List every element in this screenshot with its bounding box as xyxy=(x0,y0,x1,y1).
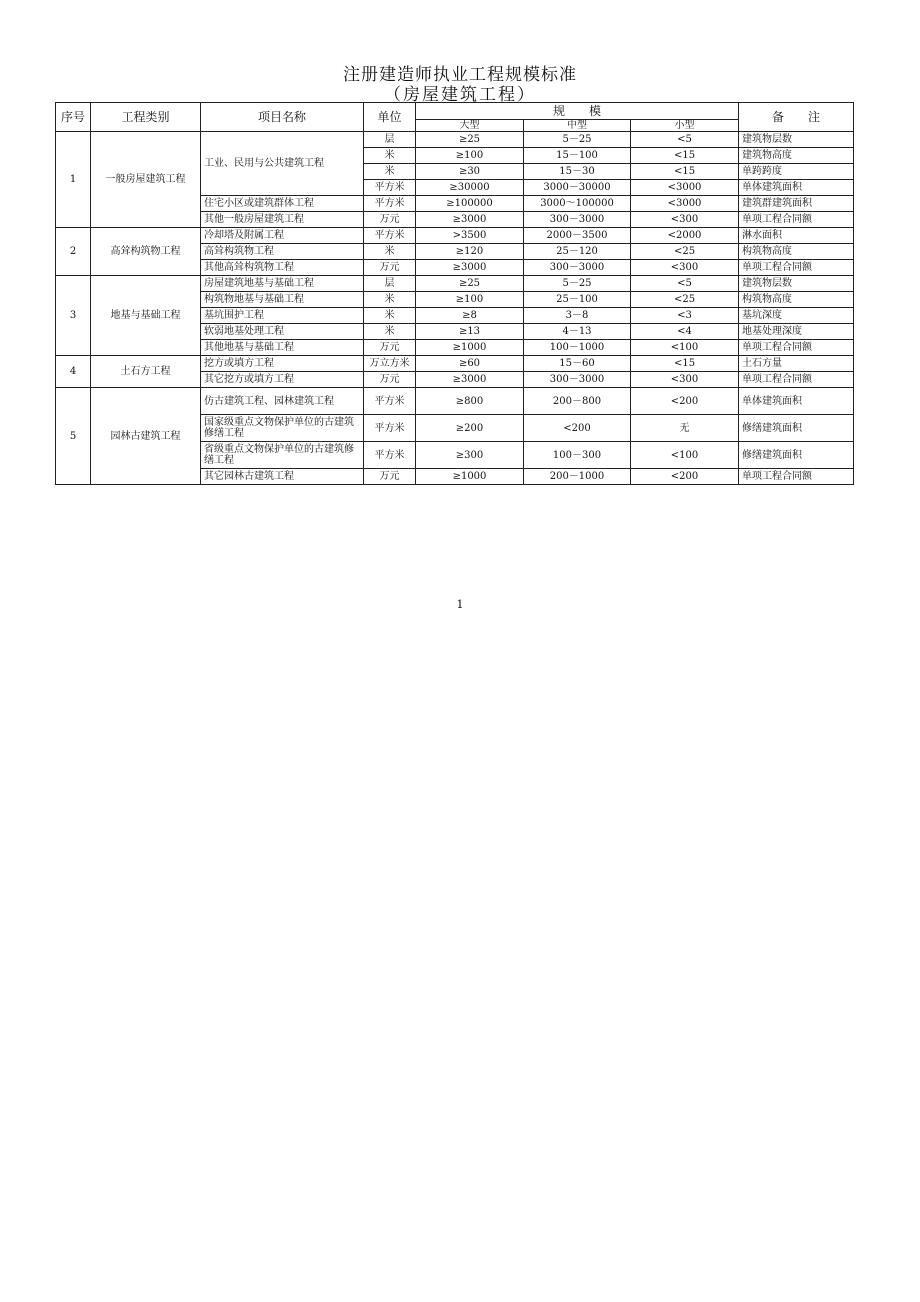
cell-project: 工业、民用与公共建筑工程 xyxy=(201,132,364,196)
cell-small: <5 xyxy=(631,276,739,292)
cell-seq: 4 xyxy=(56,356,91,388)
cell-large: ≥3000 xyxy=(416,260,524,276)
cell-remark: 单跨跨度 xyxy=(739,164,854,180)
cell-medium: 200－800 xyxy=(524,388,631,415)
cell-large: ≥1000 xyxy=(416,340,524,356)
cell-small: <100 xyxy=(631,442,739,469)
cell-category: 一般房屋建筑工程 xyxy=(91,132,201,228)
cell-project: 高耸构筑物工程 xyxy=(201,244,364,260)
cell-small: <300 xyxy=(631,212,739,228)
cell-project: 其它园林古建筑工程 xyxy=(201,469,364,485)
cell-large: >3500 xyxy=(416,228,524,244)
cell-medium: 15－100 xyxy=(524,148,631,164)
cell-small: <300 xyxy=(631,260,739,276)
cell-unit: 平方米 xyxy=(364,180,416,196)
cell-unit: 万元 xyxy=(364,340,416,356)
table-row xyxy=(56,388,854,415)
cell-remark: 建筑物层数 xyxy=(739,132,854,148)
header-category: 工程类别 xyxy=(91,103,201,132)
cell-category: 园林古建筑工程 xyxy=(91,388,201,485)
cell-unit: 米 xyxy=(364,308,416,324)
cell-small: <4 xyxy=(631,324,739,340)
cell-seq: 1 xyxy=(56,132,91,228)
cell-unit: 平方米 xyxy=(364,196,416,212)
cell-remark: 单项工程合同额 xyxy=(739,260,854,276)
cell-unit: 平方米 xyxy=(364,442,416,469)
table-row xyxy=(56,276,854,292)
cell-large: ≥3000 xyxy=(416,212,524,228)
cell-remark: 淋水面积 xyxy=(739,228,854,244)
cell-remark: 地基处理深度 xyxy=(739,324,854,340)
header-project: 项目名称 xyxy=(201,103,364,132)
cell-unit: 万元 xyxy=(364,260,416,276)
table-row xyxy=(56,356,854,372)
header-unit: 单位 xyxy=(364,103,416,132)
cell-small: <5 xyxy=(631,132,739,148)
cell-small: 无 xyxy=(631,415,739,442)
cell-large: ≥25 xyxy=(416,276,524,292)
cell-unit: 万元 xyxy=(364,212,416,228)
cell-small: <15 xyxy=(631,356,739,372)
cell-large: ≥120 xyxy=(416,244,524,260)
cell-remark: 建筑物层数 xyxy=(739,276,854,292)
cell-medium: 2000－3500 xyxy=(524,228,631,244)
cell-project: 基坑围护工程 xyxy=(201,308,364,324)
cell-large: ≥300 xyxy=(416,442,524,469)
cell-large: ≥200 xyxy=(416,415,524,442)
cell-remark: 建筑群建筑面积 xyxy=(739,196,854,212)
cell-project: 房屋建筑地基与基础工程 xyxy=(201,276,364,292)
cell-medium: 5－25 xyxy=(524,132,631,148)
cell-medium: 3－8 xyxy=(524,308,631,324)
cell-small: <15 xyxy=(631,148,739,164)
cell-medium: 100－300 xyxy=(524,442,631,469)
cell-project: 其他地基与基础工程 xyxy=(201,340,364,356)
cell-unit: 万立方米 xyxy=(364,356,416,372)
cell-small: <3 xyxy=(631,308,739,324)
scale-standard-table xyxy=(55,102,854,485)
cell-large: ≥100 xyxy=(416,292,524,308)
cell-large: ≥100 xyxy=(416,148,524,164)
cell-project: 住宅小区或建筑群体工程 xyxy=(201,196,364,212)
cell-medium: 15－30 xyxy=(524,164,631,180)
cell-remark: 建筑物高度 xyxy=(739,148,854,164)
cell-medium: 200－1000 xyxy=(524,469,631,485)
cell-medium: 4－13 xyxy=(524,324,631,340)
header-small: 小型 xyxy=(631,120,739,132)
cell-small: <100 xyxy=(631,340,739,356)
cell-remark: 构筑物高度 xyxy=(739,292,854,308)
cell-unit: 平方米 xyxy=(364,415,416,442)
cell-medium: 300－3000 xyxy=(524,212,631,228)
cell-remark: 单项工程合同额 xyxy=(739,372,854,388)
cell-large: ≥60 xyxy=(416,356,524,372)
cell-remark: 单项工程合同额 xyxy=(739,212,854,228)
cell-medium: 3000－30000 xyxy=(524,180,631,196)
cell-remark: 修缮建筑面积 xyxy=(739,442,854,469)
cell-seq: 5 xyxy=(56,388,91,485)
cell-unit: 层 xyxy=(364,276,416,292)
cell-category: 土石方工程 xyxy=(91,356,201,388)
header-remark: 备 注 xyxy=(739,103,854,132)
cell-seq: 3 xyxy=(56,276,91,356)
cell-small: <25 xyxy=(631,292,739,308)
cell-remark: 单项工程合同额 xyxy=(739,469,854,485)
cell-medium: 100－1000 xyxy=(524,340,631,356)
page-number: 1 xyxy=(456,598,464,611)
cell-project: 构筑物地基与基础工程 xyxy=(201,292,364,308)
cell-unit: 万元 xyxy=(364,469,416,485)
document-title: 注册建造师执业工程规模标准 xyxy=(343,65,577,85)
cell-large: ≥30000 xyxy=(416,180,524,196)
cell-medium: 3000～100000 xyxy=(524,196,631,212)
cell-project: 仿古建筑工程、园林建筑工程 xyxy=(201,388,364,415)
cell-remark: 单体建筑面积 xyxy=(739,388,854,415)
cell-remark: 基坑深度 xyxy=(739,308,854,324)
cell-remark: 单项工程合同额 xyxy=(739,340,854,356)
cell-medium: 25－120 xyxy=(524,244,631,260)
cell-project: 挖方或填方工程 xyxy=(201,356,364,372)
cell-large: ≥8 xyxy=(416,308,524,324)
cell-small: <200 xyxy=(631,388,739,415)
cell-medium: 15－60 xyxy=(524,356,631,372)
cell-unit: 万元 xyxy=(364,372,416,388)
cell-small: <300 xyxy=(631,372,739,388)
header-seq: 序号 xyxy=(56,103,91,132)
cell-large: ≥1000 xyxy=(416,469,524,485)
cell-project: 软弱地基处理工程 xyxy=(201,324,364,340)
cell-project: 省级重点文物保护单位的古建筑修缮工程 xyxy=(201,442,364,469)
cell-medium: 5－25 xyxy=(524,276,631,292)
header-large: 大型 xyxy=(416,120,524,132)
cell-remark: 构筑物高度 xyxy=(739,244,854,260)
table-body xyxy=(56,132,854,485)
cell-unit: 层 xyxy=(364,132,416,148)
cell-unit: 米 xyxy=(364,148,416,164)
cell-medium: <200 xyxy=(524,415,631,442)
cell-remark: 修缮建筑面积 xyxy=(739,415,854,442)
cell-small: <200 xyxy=(631,469,739,485)
cell-large: ≥800 xyxy=(416,388,524,415)
table-row xyxy=(56,228,854,244)
cell-large: ≥30 xyxy=(416,164,524,180)
cell-remark: 单体建筑面积 xyxy=(739,180,854,196)
cell-project: 冷却塔及附属工程 xyxy=(201,228,364,244)
cell-unit: 米 xyxy=(364,244,416,260)
cell-remark: 土石方量 xyxy=(739,356,854,372)
cell-category: 高耸构筑物工程 xyxy=(91,228,201,276)
cell-project: 国家级重点文物保护单位的古建筑修缮工程 xyxy=(201,415,364,442)
cell-category: 地基与基础工程 xyxy=(91,276,201,356)
cell-medium: 25－100 xyxy=(524,292,631,308)
cell-medium: 300－3000 xyxy=(524,260,631,276)
cell-small: <2000 xyxy=(631,228,739,244)
cell-medium: 300－3000 xyxy=(524,372,631,388)
cell-unit: 平方米 xyxy=(364,388,416,415)
header-medium: 中型 xyxy=(524,120,631,132)
cell-project: 其他一般房屋建筑工程 xyxy=(201,212,364,228)
cell-small: <3000 xyxy=(631,180,739,196)
header-scale: 规 模 xyxy=(416,103,739,120)
cell-unit: 米 xyxy=(364,324,416,340)
cell-large: ≥3000 xyxy=(416,372,524,388)
cell-small: <15 xyxy=(631,164,739,180)
cell-large: ≥13 xyxy=(416,324,524,340)
cell-small: <3000 xyxy=(631,196,739,212)
cell-project: 其他高耸构筑物工程 xyxy=(201,260,364,276)
cell-seq: 2 xyxy=(56,228,91,276)
cell-unit: 平方米 xyxy=(364,228,416,244)
cell-large: ≥100000 xyxy=(416,196,524,212)
cell-project: 其它挖方或填方工程 xyxy=(201,372,364,388)
cell-small: <25 xyxy=(631,244,739,260)
cell-unit: 米 xyxy=(364,292,416,308)
document-subtitle: （房屋建筑工程） xyxy=(384,85,536,105)
table-row xyxy=(56,132,854,148)
cell-unit: 米 xyxy=(364,164,416,180)
cell-large: ≥25 xyxy=(416,132,524,148)
